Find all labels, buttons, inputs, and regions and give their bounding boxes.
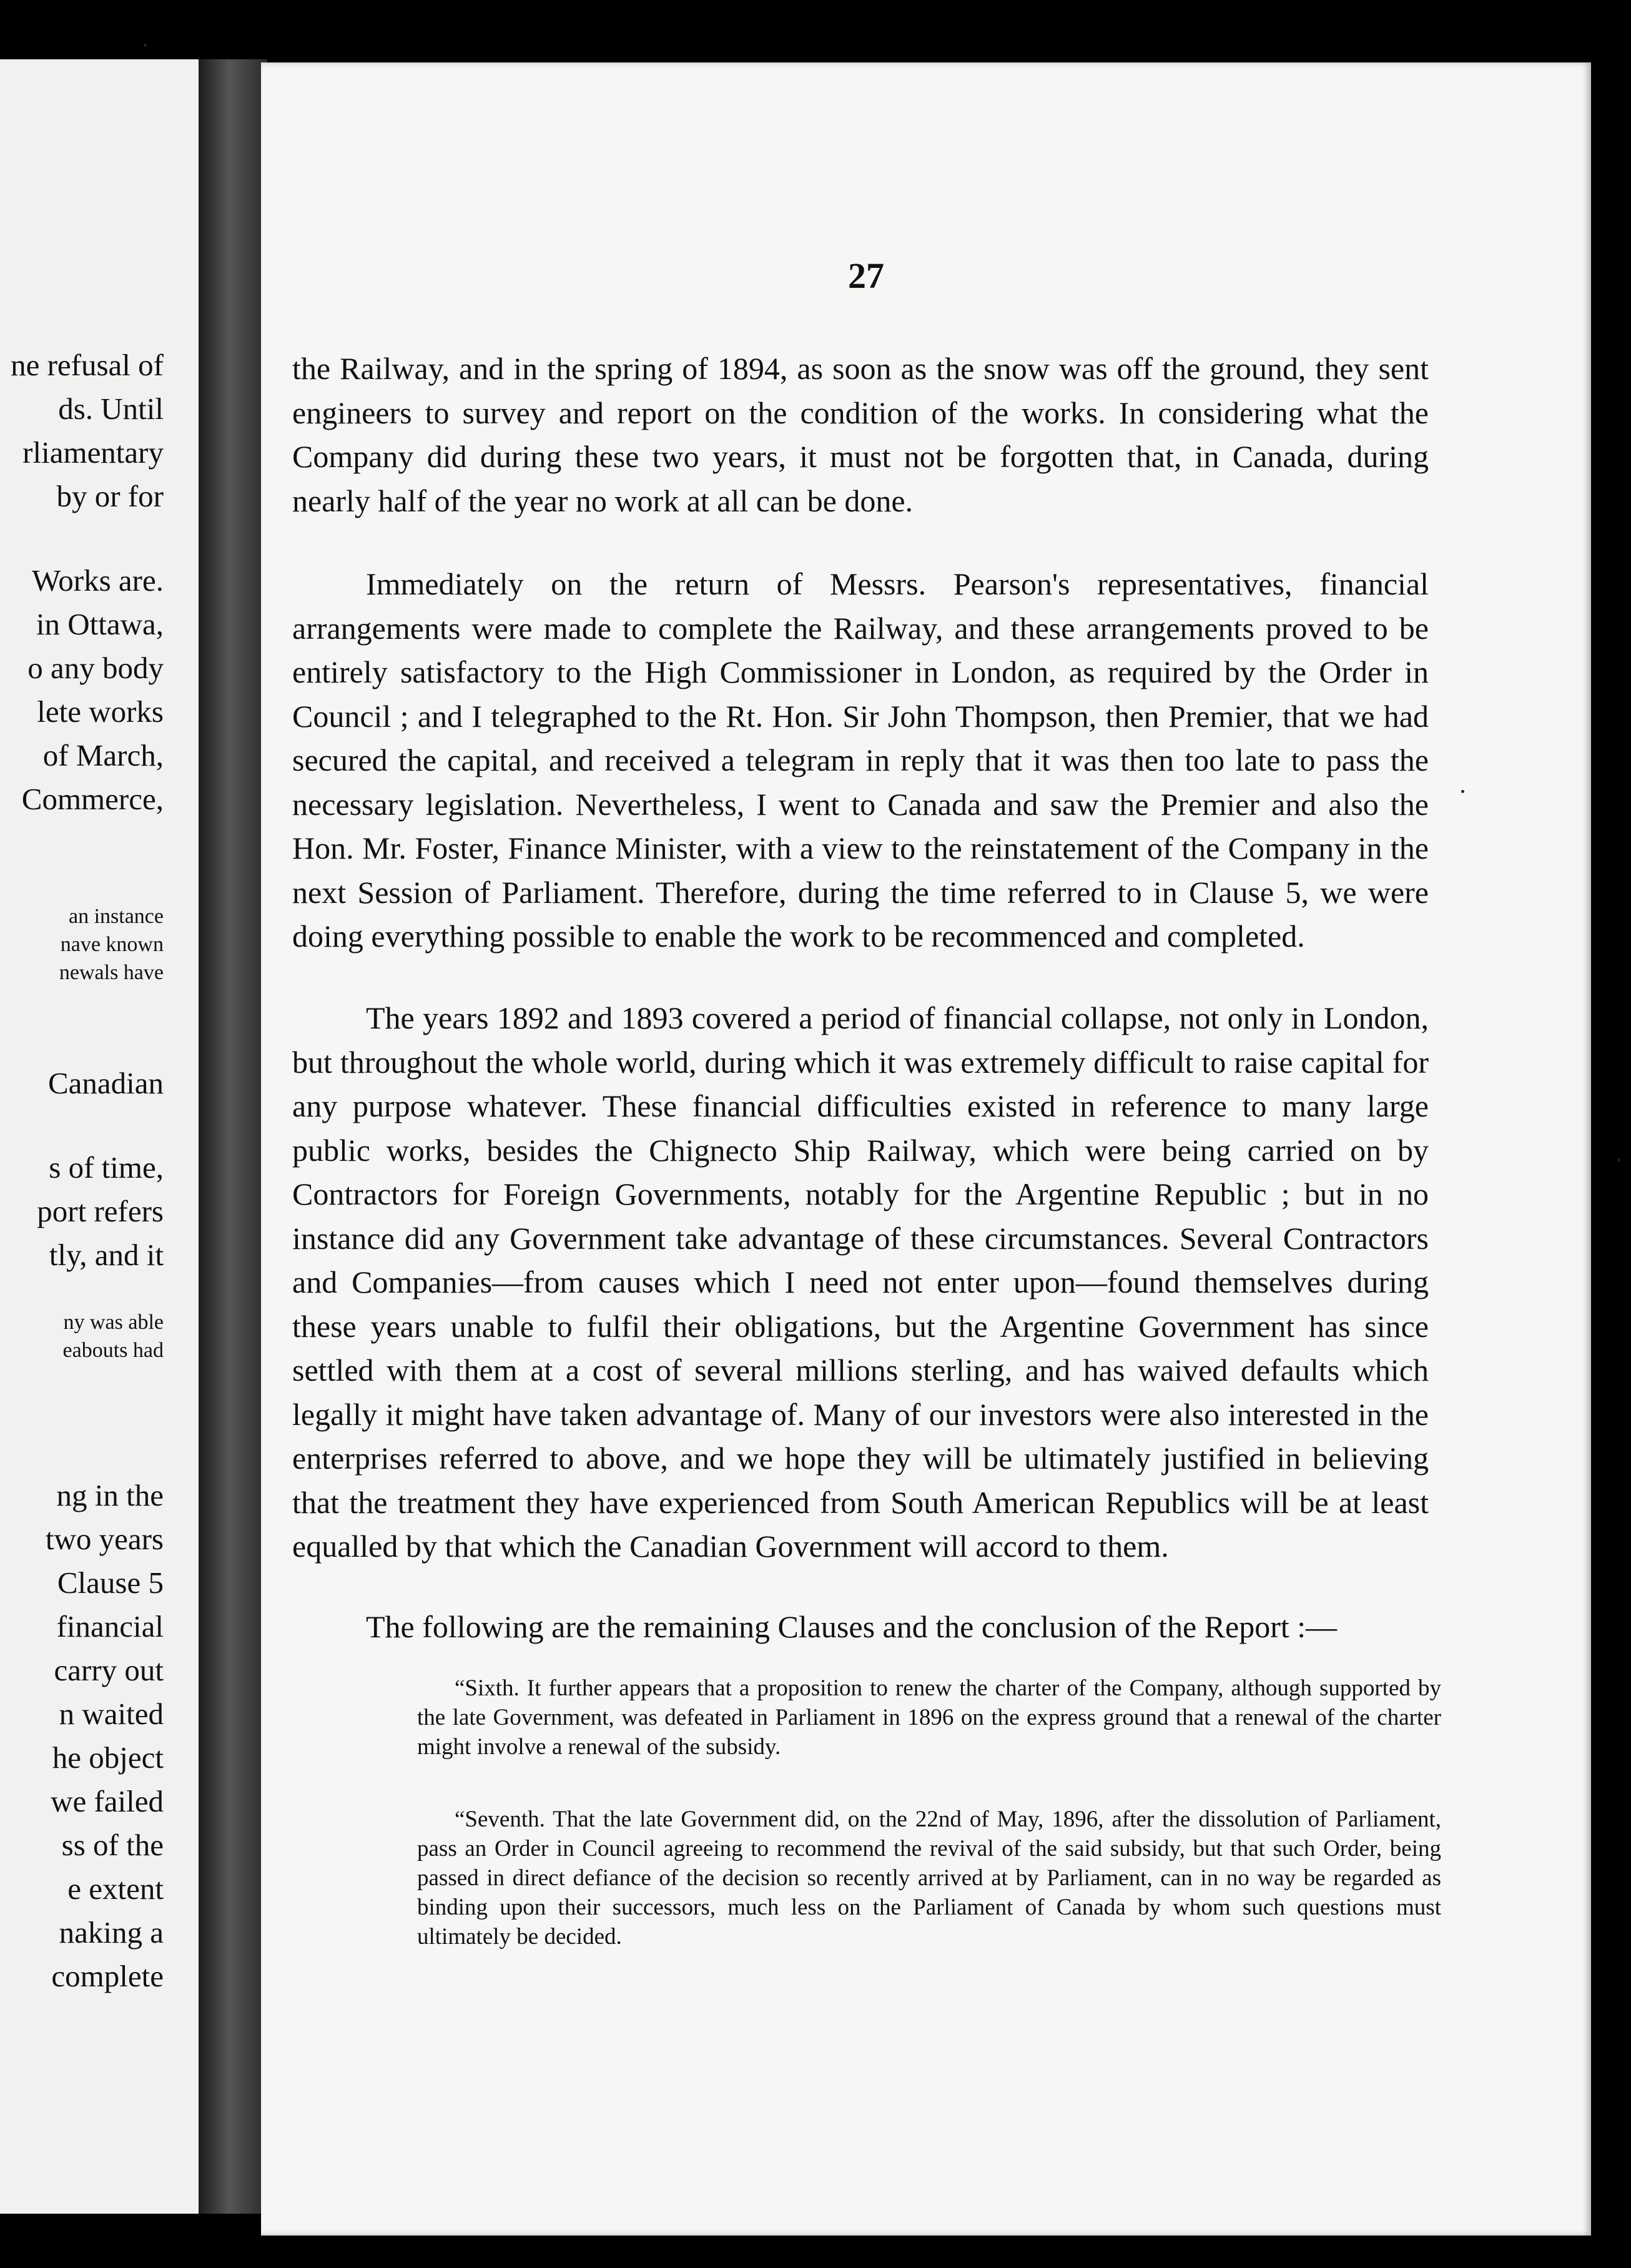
left-line: ne refusal of xyxy=(11,348,164,382)
left-line: n waited xyxy=(59,1697,164,1731)
left-line: port refers xyxy=(37,1194,164,1228)
quoted-clause: “Seventh. That the late Government did, on the 22nd of May, 1896, after the dissolution of Parliament, pass an Order in Council agreeing to recommend the revival of the said subsidy, but that such Order, being passed in direct defiance of the decision so recently arrived at by Parliament, can in no way be regarded as binding upon their successors, much less on the Parliament of Canada by whom such questions must ultimately be decided. xyxy=(417,1807,1441,1950)
left-line: two years xyxy=(45,1522,164,1556)
left-line: in Ottawa, xyxy=(36,607,164,641)
left-line: of March, xyxy=(42,738,164,772)
left-line: ds. Until xyxy=(58,392,164,426)
left-line: ss of the xyxy=(61,1828,164,1862)
paragraph: the Railway, and in the spring of 1894, as soon as the snow was off the ground, they sent engineers to survey and report on the condition of the works. In considering what the Company did during these two years, it must not be forgotten that, in Canada, during nearly half of the year no work at all can be done. xyxy=(292,351,1429,518)
left-line: e extent xyxy=(67,1871,164,1906)
scan-speck xyxy=(1617,1158,1620,1161)
paragraph: The years 1892 and 1893 covered a period of financial collapse, not only in London, but throughout the whole world, during which it was extremely difficult to raise capital for any purpose whatever. These financial difficulties existed in reference to many large public works, besides the Chignecto Ship Railway, which were being carried on by Contractors for Foreign Governments, notably for the Argentine Republic ; but in no instance did any Government take advantage of these circumstances. Several Contractors and Companies—from causes which I need not enter upon—found themselves during these years unable to fulfil their obligations, but the Argentine Government has since settled with them at a cost of several millions sterling, and has waived defaults which legally it might have taken advantage of. Many of our investors were also interested in the enterprises referred to above, and we hope they will be ultimately justified in believing that the treatment they have experienced from South American Republics will be at least equalled by that which the Canadian Government will accord to them. xyxy=(292,1000,1429,1564)
left-line: he object xyxy=(52,1740,164,1775)
left-line: Works are. xyxy=(31,563,164,598)
left-line: Canadian xyxy=(47,1066,164,1100)
quoted-clause: “Sixth. It further appears that a proposition to renew the charter of the Company, although supported by the late Government, was defeated in Parliament in 1896 on the express ground that a renewal of the charter might involve a renewal of the subsidy. xyxy=(417,1675,1441,1760)
left-line: complete xyxy=(51,1959,164,1993)
left-line: rliamentary xyxy=(22,435,164,470)
left-line: we failed xyxy=(51,1784,164,1818)
left-line: ny was able xyxy=(63,1311,164,1334)
left-line: lete works xyxy=(37,694,164,729)
book-gutter xyxy=(199,59,267,2214)
left-line: an instance xyxy=(69,905,164,928)
left-line: s of time, xyxy=(49,1150,164,1185)
paragraph: The following are the remaining Clauses and the conclusion of the Report :— xyxy=(366,1609,1338,1644)
left-line: nave known xyxy=(60,933,164,956)
left-line: Commerce, xyxy=(21,782,164,816)
left-line: newals have xyxy=(59,961,164,984)
left-line: by or for xyxy=(56,479,164,513)
page-number: 27 xyxy=(848,255,884,296)
left-line: ng in the xyxy=(56,1478,164,1512)
left-line: naking a xyxy=(59,1915,164,1950)
left-line: o any body xyxy=(27,651,164,685)
left-line: Clause 5 xyxy=(57,1565,164,1600)
left-line: tly, and it xyxy=(49,1238,164,1272)
left-line: eabouts had xyxy=(62,1339,164,1362)
left-line: carry out xyxy=(54,1653,164,1687)
paragraph: Immediately on the return of Messrs. Pearson's representatives, financial arrangements were made to complete the Railway, and these arrangements proved to be entirely satisfactory to the High Commissioner in London, as required by the Order in Council ; and I telegraphed to the Rt. Hon. Sir John Thompson, then Premier, that we had secured the capital, and received a telegram in reply that it was then too late to pass the necessary legislation. Nevertheless, I went to Canada and saw the Premier and also the Hon. Mr. Foster, Finance Minister, with a view to the reinstatement of the Company in the next Session of Parliament. Therefore, during the time referred to in Clause 5, we were doing everything possible to enable the work to be recommenced and completed. xyxy=(292,566,1429,954)
scan-speck xyxy=(1461,790,1464,793)
scan-speck xyxy=(144,44,147,47)
left-line: financial xyxy=(56,1609,164,1644)
